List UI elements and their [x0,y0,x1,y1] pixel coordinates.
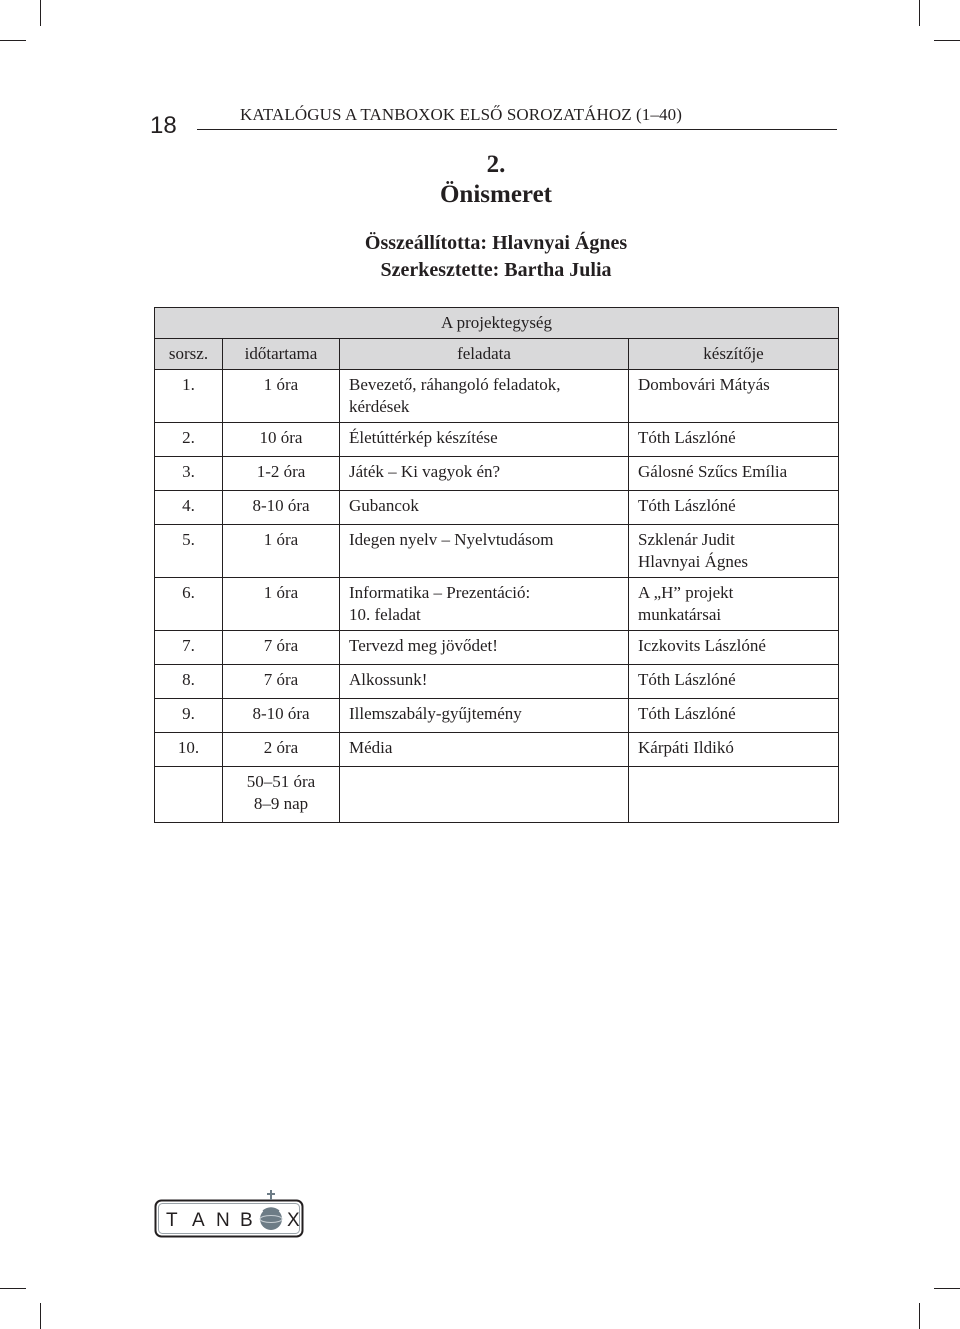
table-total-row [155,767,839,823]
table-caption-row [155,308,839,339]
row-task [340,733,629,767]
row-author-line: Tóth Lászlóné [638,496,736,515]
row-author [629,423,839,457]
row-duration: 10 óra [223,423,340,457]
chapter-title: Önismeret [439,181,552,208]
row-task-line: Tervezd meg jövődet! [349,636,498,655]
row-task-line: Gubancok [349,496,419,515]
total-num-empty [155,767,223,823]
row-duration: 1-2 óra [223,457,340,491]
row-task-line: Idegen nyelv – Nyelvtudásom [349,530,554,549]
row-author-line: munkatársai [638,605,722,624]
row-task [340,665,629,699]
row-author [629,370,839,423]
total-task-empty [340,767,629,823]
row-task-line: Média [349,738,393,757]
logo-letter-a: A [192,1210,205,1231]
row-num: 1. [155,370,223,423]
row-author-line: A „H” projekt [638,583,734,602]
row-num: 5. [155,525,223,578]
table-header-row [155,339,839,370]
row-author-line: Dombovári Mátyás [638,375,770,394]
row-author-line: Iczkovits Lászlóné [638,636,766,655]
logo-letter-b: B [240,1210,253,1231]
row-task-line: Játék – Ki vagyok én? [349,462,501,481]
row-task-line: 10. feladat [349,605,421,624]
table-row [155,491,839,525]
row-num: 8. [155,665,223,699]
crop-mark-top-right-h [934,40,960,41]
row-task [340,370,629,423]
header-author: készítője [629,339,839,370]
row-author-line: Szklenár Judit [638,530,735,549]
row-author-line: Tóth Lászlóné [638,704,736,723]
running-head-rule [197,129,837,130]
row-duration: 8-10 óra [223,491,340,525]
table-row [155,423,839,457]
table-row [155,370,839,423]
row-task-line: kérdések [349,397,410,416]
row-num: 3. [155,457,223,491]
row-task-line: Informatika – Prezentáció: [349,583,531,602]
header-task: feladata [340,339,629,370]
row-duration: 2 óra [223,733,340,767]
crop-mark-bottom-left [40,1303,41,1329]
row-task-line: Illemszabály-gyűjtemény [349,704,522,723]
row-task [340,491,629,525]
row-num: 10. [155,733,223,767]
tanbox-logo [154,1190,304,1238]
total-days: 8–9 nap [253,794,309,813]
row-author [629,457,839,491]
compiled-by: Összeállította: Hlavnyai Ágnes [364,232,628,254]
table-row [155,457,839,491]
logo-letter-n: N [216,1210,230,1231]
table-row [155,699,839,733]
row-num: 9. [155,699,223,733]
row-task [340,457,629,491]
header-duration: időtartama [223,339,340,370]
total-duration [223,767,340,823]
crop-mark-bottom-left-h [0,1288,26,1289]
row-duration: 1 óra [223,578,340,631]
row-author-line: Tóth Lászlóné [638,428,736,447]
row-author-line: Tóth Lászlóné [638,670,736,689]
table-row [155,525,839,578]
running-head: KATALÓGUS A TANBOXOK ELSŐ SOROZATÁHOZ (1–40) [240,105,682,124]
logo-letter-t: T [166,1210,178,1231]
row-task [340,578,629,631]
row-author [629,631,839,665]
table-caption: A projektegység [155,308,839,339]
crop-mark-bottom-right-h [934,1288,960,1289]
project-unit-table [154,307,839,823]
row-author-line: Gálosné Szűcs Emília [638,462,788,481]
row-author [629,699,839,733]
row-task [340,631,629,665]
crop-mark-top-left-h [0,40,26,41]
crop-mark-bottom-right [919,1303,920,1329]
row-num: 7. [155,631,223,665]
table-body [155,370,839,823]
row-author-line: Hlavnyai Ágnes [638,552,749,571]
table-row [155,578,839,631]
page-number: 18 [150,112,177,139]
row-duration: 7 óra [223,631,340,665]
row-num: 2. [155,423,223,457]
row-task [340,525,629,578]
row-author [629,578,839,631]
table-row [155,733,839,767]
row-task-line: Bevezető, ráhangoló feladatok, [349,375,561,394]
row-duration: 1 óra [223,525,340,578]
row-author [629,525,839,578]
row-task-line: Életúttérkép készítése [349,428,498,447]
row-task [340,423,629,457]
table-row [155,631,839,665]
edited-by: Szerkesztette: Bartha Julia [380,259,612,281]
row-task [340,699,629,733]
row-author [629,665,839,699]
row-task-line: Alkossunk! [349,670,428,689]
total-hours: 50–51 óra [246,772,316,791]
row-author [629,491,839,525]
row-num: 6. [155,578,223,631]
table-row [155,665,839,699]
row-author [629,733,839,767]
logo-letter-x: X [287,1210,300,1231]
chapter-number: 2. [486,151,506,178]
logo-globe-icon [260,1190,282,1230]
row-duration: 7 óra [223,665,340,699]
row-duration: 1 óra [223,370,340,423]
header-num: sorsz. [155,339,223,370]
crop-mark-top-left [40,0,41,26]
total-author-empty [629,767,839,823]
row-author-line: Kárpáti Ildikó [638,738,734,757]
row-num: 4. [155,491,223,525]
crop-mark-top-right [919,0,920,26]
row-duration: 8-10 óra [223,699,340,733]
